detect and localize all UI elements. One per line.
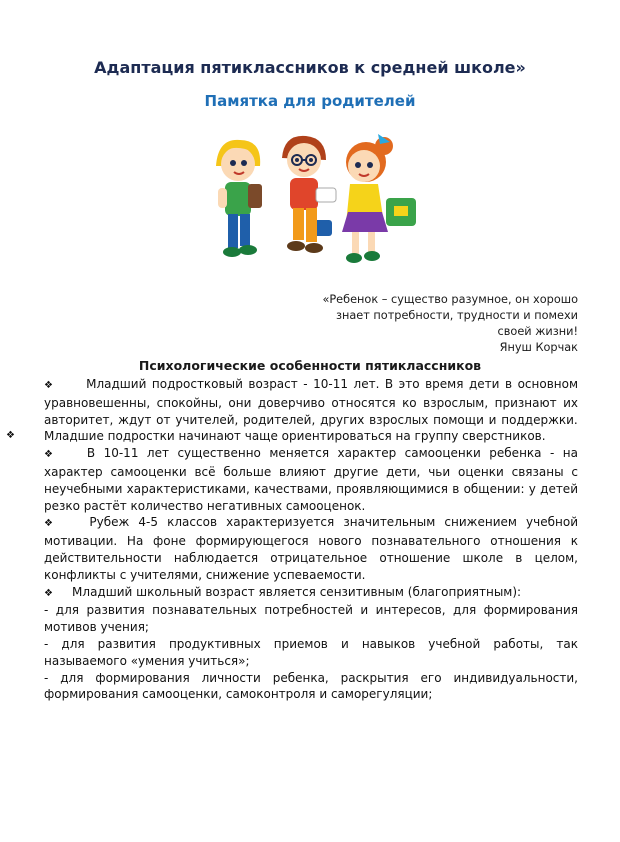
list-item-text: Младший школьный возраст является сензитивным (благоприятным): bbox=[72, 584, 522, 599]
bullet-list bbox=[6, 376, 579, 703]
sub-list-item: - для развития продуктивных приемов и навыков учебной работы, так называемого «умения учиться»; bbox=[44, 636, 578, 668]
diamond-bullet-icon: ❖ bbox=[6, 430, 15, 442]
list-item bbox=[44, 376, 578, 428]
sub-list-item: - для формирования личности ребенка, раскрытия его индивидуальности, формирования самооценки, самоконтроля и саморегуляции; bbox=[44, 670, 578, 702]
children-illustration bbox=[198, 128, 436, 274]
diamond-bullet-icon: ❖ bbox=[44, 449, 53, 461]
diamond-bullet-icon: ❖ bbox=[44, 380, 53, 391]
diamond-bullet-icon: ❖ bbox=[44, 587, 53, 599]
list-item bbox=[44, 514, 578, 583]
epigraph-quote bbox=[278, 292, 578, 356]
list-item-text: Младшие подростки начинают чаще ориентироваться на группу сверстников. bbox=[44, 429, 546, 444]
quote-line: знает потребности, трудности и помехи bbox=[335, 309, 578, 322]
list-item-text: Младший подростковый возраст - 10-11 лет. В это время дети в основном уравновешенны, спокойны, они доверчиво относятся ко взрослым, признают их авторитет, ждут от учителей, родителей, других взрослых помощи и поддержки. bbox=[44, 377, 579, 427]
list-item bbox=[44, 445, 578, 514]
list-item-text: Рубеж 4-5 классов характеризуется значительным снижением учебной мотивации. На фоне формирующегося нового познавательного отношения к действительности наблюдается отрицательное отношение школе в целом, конфликты с учителями, снижение успеваемости. bbox=[44, 515, 578, 582]
sub-list-item: - для развития познавательных потребностей и интересов, для формирования мотивов учения; bbox=[44, 603, 578, 635]
quote-author: Януш Корчак bbox=[499, 341, 578, 354]
page-title: Адаптация пятиклассников к средней школе» bbox=[94, 58, 526, 77]
quote-line: своей жизни! bbox=[497, 325, 578, 338]
list-item bbox=[6, 428, 578, 445]
girl-right-figure bbox=[342, 134, 416, 263]
section-heading: Психологические особенности пятиклассников bbox=[138, 358, 482, 373]
boy-middle-figure bbox=[282, 136, 336, 253]
page-subtitle: Памятка для родителей bbox=[204, 92, 416, 110]
quote-line: «Ребенок – существо разумное, он хорошо bbox=[322, 293, 578, 306]
diamond-bullet-icon: ❖ bbox=[44, 518, 53, 530]
list-item-text: В 10-11 лет существенно меняется характер самооценки ребенка - на характер самооценки всё больше влияют другие дети, чьи оценки связаны с неучебными характеристиками, качествами, проявляющимися в общении: у детей резко растёт количество негативных самооценок. bbox=[44, 446, 578, 513]
boy-left-figure bbox=[216, 140, 262, 257]
list-item bbox=[44, 584, 578, 603]
